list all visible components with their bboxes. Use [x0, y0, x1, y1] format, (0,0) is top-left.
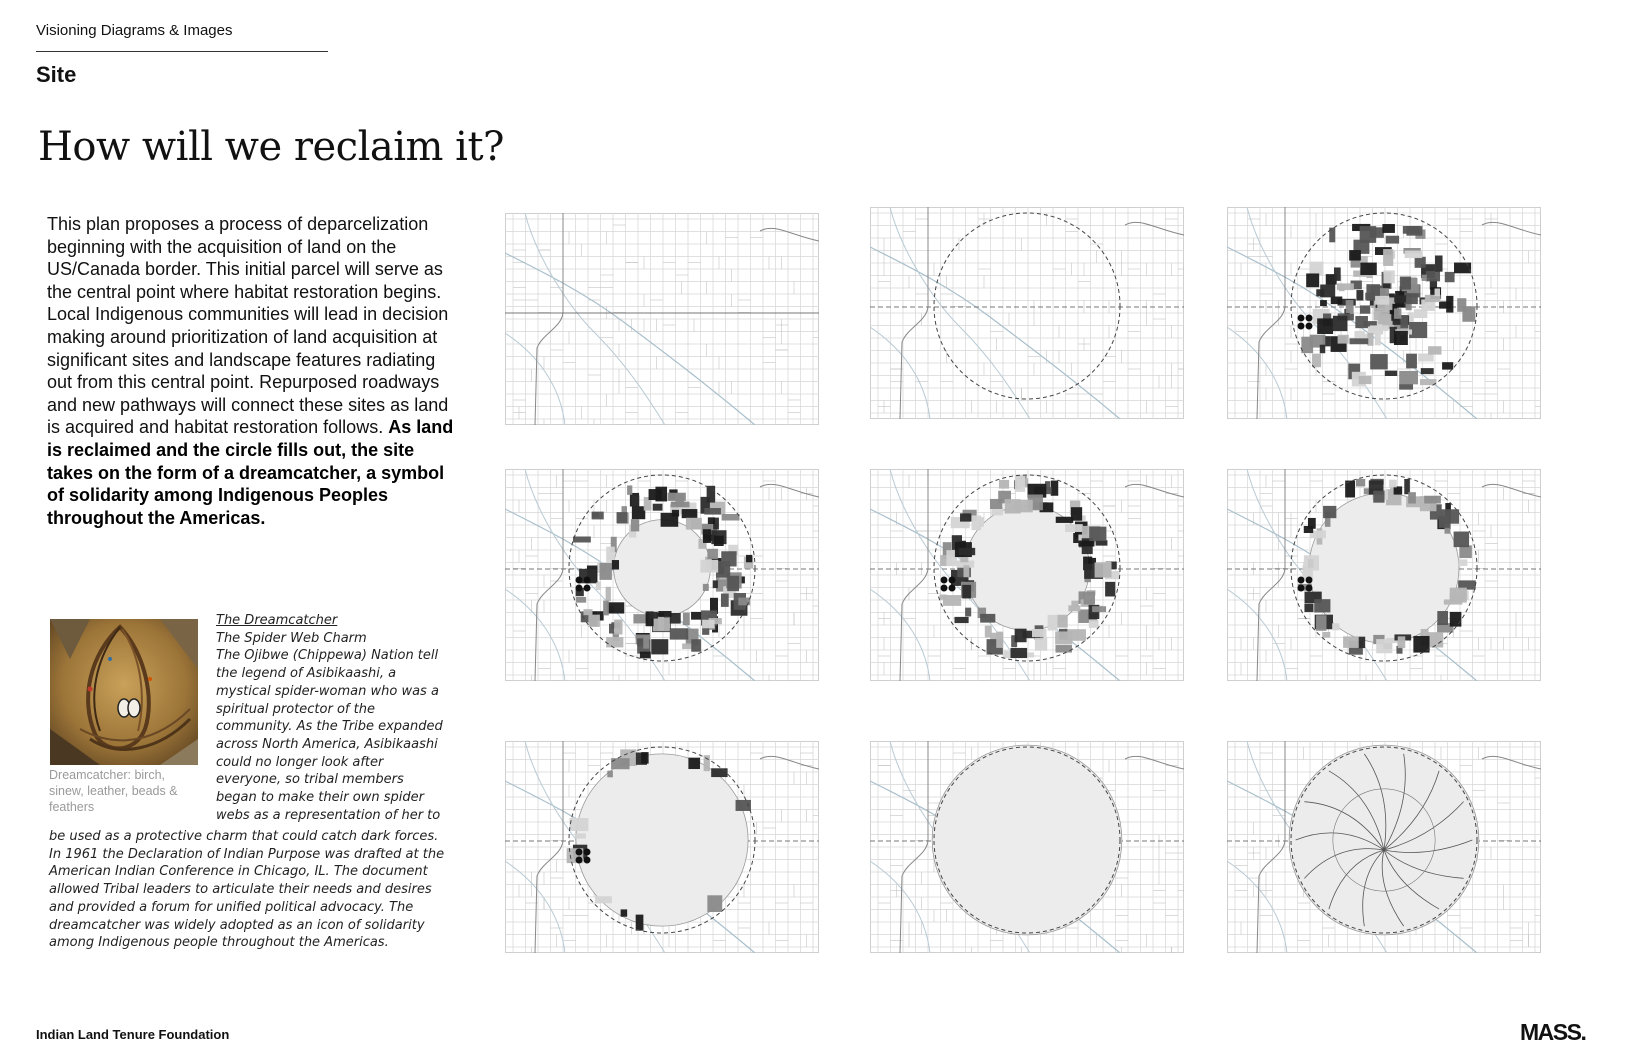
page-subtitle: Site: [36, 62, 77, 87]
page-title: How will we reclaim it?: [38, 124, 504, 170]
diagram-stage-5-svg: [870, 469, 1184, 681]
diagram-stage-9: [1227, 741, 1541, 953]
body-text: This plan proposes a process of deparcelization beginning with the acquisition of land on the US/Canada border. This initial parcel will serve as the central point where habitat restoration begins. Local Indigenous communities will lead in decision making around prioritization of land acquisition at significant sites and landscape features radiating out from this central point. Repurposed roadways and new pathways will connect these sites as land is acquired and habitat restoration follows.: [47, 214, 449, 438]
section-label: Visioning Diagrams & Images: [36, 22, 233, 39]
diagram-stage-7: [505, 741, 819, 953]
diagram-stage-8: [870, 741, 1184, 953]
story-line: In 1961 the Declaration of Indian Purpose was drafted at the: [49, 846, 445, 862]
story-line: community. As the Tribe expanded: [216, 719, 443, 735]
story-line: and provided a forum for unified political advocacy. The: [49, 899, 414, 915]
story-line: dreamcatcher was widely adopted as an icon of solidarity: [49, 917, 425, 933]
story-line: the legend of Asibikaashi, a: [216, 666, 397, 682]
diagram-stage-8-svg: [870, 741, 1184, 953]
photo-caption: Dreamcatcher: birch, sinew, leather, beads & feathers: [49, 768, 178, 814]
diagram-stage-1: [505, 213, 819, 425]
story-line: webs as a representation of her to: [216, 807, 441, 823]
dreamcatcher-story-continued: [49, 828, 479, 952]
footer-organization: Indian Land Tenure Foundation: [36, 1027, 230, 1042]
diagram-stage-9-svg: [1227, 741, 1541, 953]
diagram-stage-7-svg: [505, 741, 819, 953]
diagram-stage-1-svg: [505, 213, 819, 425]
story-line: everyone, so tribal members: [216, 772, 404, 788]
diagram-stage-3-svg: [1227, 207, 1541, 419]
story-line: began to make their own spider: [216, 790, 424, 806]
header-divider: [36, 51, 328, 52]
diagram-stage-2-svg: [870, 207, 1184, 419]
story-title: The Dreamcatcher: [216, 613, 338, 628]
story-line: among Indigenous people throughout the Americas.: [49, 935, 389, 951]
diagram-stage-3: [1227, 207, 1541, 419]
diagram-stage-5: [870, 469, 1184, 681]
story-line: spiritual protector of the: [216, 701, 375, 717]
story-line: could no longer look after: [216, 754, 384, 770]
story-line: across North America, Asibikaashi: [216, 736, 438, 752]
dreamcatcher-photo: [50, 619, 198, 765]
diagram-stage-4-svg: [505, 469, 819, 681]
story-line: allowed Tribal leaders to articulate their needs and desires: [49, 882, 432, 898]
diagram-stage-6-svg: [1227, 469, 1541, 681]
story-line: The Ojibwe (Chippewa) Nation tell: [216, 648, 439, 664]
story-line: American Indian Conference in Chicago, IL. The document: [49, 864, 428, 880]
diagram-stage-6: [1227, 469, 1541, 681]
mass-logo: MASS.: [1520, 1019, 1586, 1045]
diagram-stage-4: [505, 469, 819, 681]
story-line: be used as a protective charm that could catch dark forces.: [49, 829, 439, 844]
story-line: The Spider Web Charm: [216, 630, 367, 646]
body-bold-text: As land is reclaimed and the circle fills out, the site takes on the form of a dreamcatcher, a symbol of solidarity among Indigenous Peoples throughout the Americas.: [47, 417, 454, 528]
story-line: mystical spider-woman who was a: [216, 683, 439, 699]
dreamcatcher-story: [216, 612, 466, 824]
diagram-stage-2: [870, 207, 1184, 419]
body-paragraph: [47, 213, 457, 529]
